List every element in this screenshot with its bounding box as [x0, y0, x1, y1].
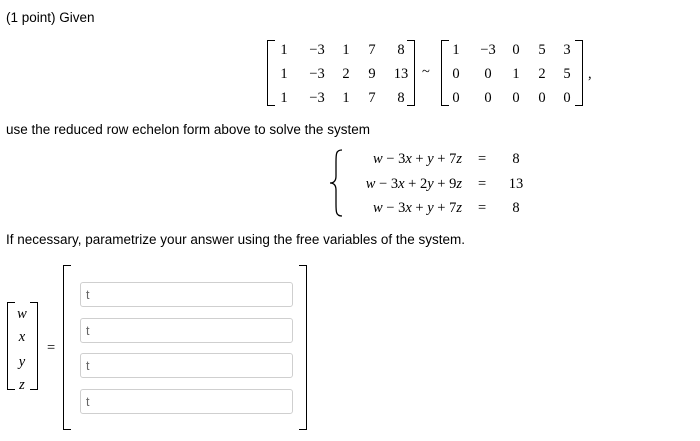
equation-lhs: w − 3x + y + 7z: [372, 151, 462, 167]
instruction-parametrize: If necessary, parametrize your answer using the free variables of the system.: [6, 232, 465, 247]
input-vector-right-bracket: [299, 265, 307, 430]
matrix-right-cell: 3: [563, 42, 571, 58]
matrix-left-cell: 1: [280, 42, 288, 58]
variable-y: y: [18, 354, 26, 370]
equation-lhs: w − 3x + 2y + 9z: [365, 176, 462, 192]
matrix-right-cell: 0: [538, 90, 546, 106]
matrix-right-cell: 1: [452, 42, 460, 58]
problem-title: (1 point) Given: [6, 10, 95, 25]
equation-equals: =: [478, 200, 487, 216]
matrix-left-cell: −3: [309, 66, 325, 82]
row-equivalent-symbol: ~: [422, 64, 430, 80]
matrix-right-cell: 5: [563, 66, 571, 82]
instruction-rref: use the reduced row echelon form above to solve the system: [6, 122, 370, 137]
matrix-right-cell: −3: [480, 42, 496, 58]
matrix-right-cell: 0: [563, 90, 571, 106]
matrix-right-cell: 0: [512, 90, 520, 106]
input-vector-left-bracket: [63, 265, 71, 430]
matrix-left-cell: 8: [397, 42, 405, 58]
matrix-left-cell: −3: [309, 90, 325, 106]
matrix-right-cell: 2: [538, 66, 546, 82]
matrix-right-cell: 0: [452, 90, 460, 106]
matrix-right-cell: 0: [484, 90, 492, 106]
matrix-right-cell: 0: [452, 66, 460, 82]
matrix-left-cell: 1: [280, 90, 288, 106]
equation-equals: =: [478, 176, 487, 192]
matrix-right-cell: 0: [484, 66, 492, 82]
answer-input-x[interactable]: [80, 318, 293, 343]
matrix-left-cell: −3: [309, 42, 325, 58]
matrix-left-cell: 2: [342, 66, 350, 82]
matrix-left-cell: 1: [342, 90, 350, 106]
matrix-left-cell: 7: [368, 42, 376, 58]
answer-input-z[interactable]: [80, 389, 293, 414]
answer-equals: =: [47, 340, 56, 356]
answer-input-w[interactable]: [80, 282, 293, 307]
matrix-right-cell: 5: [538, 42, 546, 58]
equation-rhs: 8: [512, 200, 520, 216]
equation-rhs: 13: [508, 176, 524, 192]
variable-x: x: [18, 329, 26, 345]
var-vector-right-bracket: [30, 302, 38, 390]
matrix-left-cell: 7: [368, 90, 376, 106]
matrix-left-cell: 1: [280, 66, 288, 82]
matrix-left-cell: 1: [342, 42, 350, 58]
equation-rhs: 8: [512, 151, 520, 167]
answer-input-y[interactable]: [80, 353, 293, 378]
trailing-comma: ,: [588, 66, 592, 82]
matrix-right-cell: 0: [512, 42, 520, 58]
equation-equals: =: [478, 151, 487, 167]
matrix-left-cell: 8: [397, 90, 405, 106]
variable-z: z: [19, 377, 25, 393]
equation-lhs: w − 3x + y + 7z: [372, 200, 462, 216]
matrix-right-cell: 1: [512, 66, 520, 82]
matrix-left-cell: 13: [393, 66, 409, 82]
system-brace: [326, 148, 346, 218]
matrix-left-cell: 9: [368, 66, 376, 82]
variable-w: w: [17, 306, 27, 322]
